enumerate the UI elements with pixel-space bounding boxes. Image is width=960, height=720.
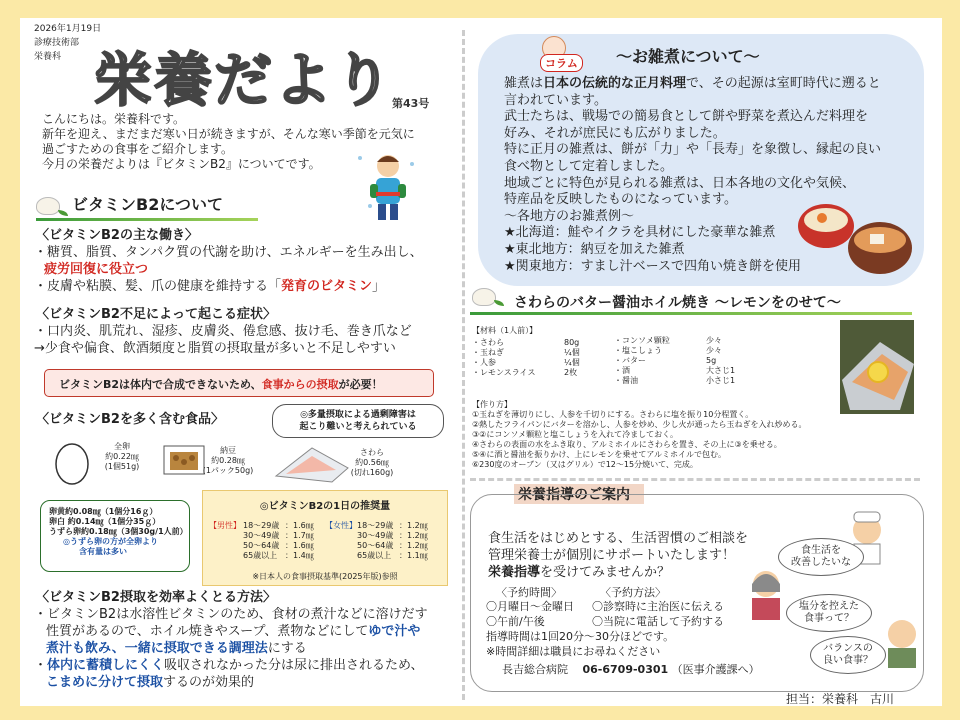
- recipe-title: さわらのバター醤油ホイル焼き ～レモンをのせて～: [514, 295, 841, 311]
- column-line: 言われています。: [504, 92, 607, 108]
- natto-name: 納豆: [220, 446, 236, 455]
- intro-line: こんにちは。栄養科です。: [42, 112, 186, 126]
- sawara-name: さわら: [360, 448, 384, 457]
- method-2a: 性質があるので、ホイル焼きやスープ、煮物などにして: [46, 624, 369, 639]
- intake-age: 65歳以上: [243, 551, 278, 560]
- intake-age: 18～29歳: [243, 521, 280, 530]
- ingredient-row: [472, 348, 580, 358]
- steps-list: [472, 410, 806, 470]
- method-2b: ゆで汁や: [368, 624, 421, 639]
- intake-value: ：1.4㎎: [285, 551, 314, 560]
- method-3b: にする: [267, 641, 307, 656]
- intake-age: 50～64歳: [243, 541, 280, 550]
- b2-work-1: ・糖質、脂質、タンパク質の代謝を助け、エネルギーを生み出し、: [34, 245, 423, 260]
- ingredient-name: ・バター: [614, 356, 646, 365]
- method-3a: 煮汁も飲み、一緒に摂取できる調理法: [46, 641, 268, 656]
- intake-age: 18～29歳: [357, 521, 394, 530]
- intro-line: 新年を迎え、まだまだ寒い日が続きますが、そんな寒い季節を元気に: [42, 127, 415, 141]
- column-divider: [462, 30, 465, 700]
- method-5a: こまめに分けて摂取: [46, 675, 164, 690]
- sawara-illustration: [272, 440, 352, 486]
- column-line: ～各地方のお雑煮例～: [504, 208, 635, 224]
- guidance-line-3: [488, 564, 670, 581]
- guidance-line-1: 食生活をはじめとする、生活習慣のご相談を: [488, 531, 749, 546]
- guidance-span: を受けてみませんか？: [540, 565, 671, 580]
- male-label: 【男性】: [209, 521, 241, 530]
- intake-value: ：1.1㎎: [399, 551, 428, 560]
- synthesis-note: [59, 376, 383, 392]
- ingredient-row: [614, 346, 735, 356]
- mochi-icon: [472, 288, 496, 306]
- reserve-time-2: 〇午前/午後: [486, 615, 545, 628]
- hospital-name: 長吉総合病院: [502, 663, 568, 676]
- ingredient-amount: 2枚: [564, 368, 578, 377]
- heading-underline: [36, 218, 258, 221]
- ingredient-amount: 大さじ1: [706, 366, 736, 375]
- note-part: ビタミンB2は体内で合成できないため、: [59, 378, 262, 391]
- method-2: [46, 624, 420, 640]
- rec-title: ◎ビタミンB2の1日の推奨量: [259, 501, 391, 512]
- sawara-label: [346, 448, 398, 478]
- ingredient-amount: 80g: [564, 338, 580, 347]
- ingredient-amount: 5g: [706, 356, 717, 365]
- steps-title: 【作り方】: [472, 400, 512, 409]
- ingredients-left: [472, 338, 580, 378]
- column-line: 武士たちは、戦場での簡易食として餅や野菜を煮込んだ料理を: [504, 109, 869, 125]
- note-part: が必要！: [338, 378, 383, 391]
- bubble-3-line: バランスの: [823, 643, 873, 654]
- ingredient-name: ・コンソメ顆粒: [614, 336, 670, 345]
- column-line: ★関東地方：すまし汁ベースで四角い焼き餅を使用: [504, 258, 802, 274]
- ingredient-name: ・レモンスライス: [472, 368, 536, 377]
- woman-illustration: [744, 566, 788, 620]
- egg-detail-line: ◎うずら卵の方が全卵より: [63, 537, 158, 546]
- recipe-step: ②熱したフライパンにバターを溶かし、人参を炒め、少し火が通ったら玉ねぎを入れ炒める。: [472, 420, 807, 429]
- ingredient-amount: 少々: [706, 346, 722, 355]
- method-1: ・ビタミンB2は水溶性ビタミンのため、食材の煮汁などに溶けだす: [34, 607, 428, 622]
- speech-bubble-2: [786, 594, 872, 632]
- b2-heading: ビタミンB2について: [72, 195, 224, 214]
- speech-bubble-3: [810, 636, 886, 674]
- ingredient-name: ・醤油: [614, 376, 638, 385]
- intake-row: [357, 551, 428, 561]
- ingredient-row: [472, 338, 580, 348]
- method-4b: 体内に蓄積しにくく: [47, 658, 165, 673]
- ingredient-row: [472, 368, 580, 378]
- rec-source: ※日本人の食事摂取基準(2025年版)参照: [252, 572, 398, 581]
- section-divider: [470, 478, 920, 481]
- recipe-step: ⑤④に酒と醤油を振りかけ、上にレモンを乗せてアルミホイルで包む。: [472, 450, 727, 459]
- ingredient-name: ・さわら: [472, 338, 504, 347]
- natto-label: [200, 446, 256, 476]
- intake-row: [357, 521, 428, 531]
- guidance-bold: 栄養指導: [488, 565, 541, 580]
- hospital-contact: [502, 661, 760, 677]
- b2-lack-1: ・口内炎、肌荒れ、湿疹、皮膚炎、倦怠感、抜け毛、巻き爪など: [34, 324, 412, 339]
- note-highlight: 食事からの摂取: [261, 378, 339, 391]
- method-3: [46, 641, 307, 657]
- egg-detail-line: 卵黄約0.08㎎（1個分16ｇ）: [49, 507, 158, 516]
- column-span-bold: 日本の伝統的な正月料理: [543, 76, 687, 91]
- ingredient-row: [614, 376, 735, 386]
- recipe-step: ③②にコンソメ顆粒と塩こしょうを入れて冷ましておく。: [472, 430, 679, 439]
- male-rows: [243, 521, 314, 561]
- bubble-1-line: 改善したいな: [791, 557, 851, 568]
- ingredient-amount: 少々: [706, 336, 722, 345]
- b2-work-2c: 」: [372, 279, 386, 294]
- ingredient-amount: 小さじ1: [706, 376, 736, 385]
- mochi-icon: [36, 197, 60, 215]
- sawara-amount: 約0.56㎎: [355, 458, 389, 467]
- speech-bubble-1: [778, 538, 864, 576]
- intake-row: [243, 531, 314, 541]
- overdose-1: ◎多量摂取による過剰障害は: [300, 410, 416, 420]
- intake-value: ：1.6㎎: [285, 541, 314, 550]
- ingredients-title: 【材料（1人前）】: [472, 326, 538, 335]
- issue-number: 第43号: [392, 97, 430, 110]
- bubble-3-line: 良い食事？: [823, 655, 873, 666]
- ingredient-name: ・酒: [614, 366, 630, 375]
- column-line: ★東北地方：納豆を加えた雑煮: [504, 241, 685, 257]
- intro-line: 過ごすための食事をご紹介します。: [42, 142, 234, 156]
- intake-age: 30～49歳: [357, 531, 394, 540]
- b2-work-2b: 発育のビタミン: [281, 279, 373, 294]
- guidance-line-2: 管理栄養士が個別にサポートいたします！: [488, 548, 736, 563]
- intake-age: 50～64歳: [357, 541, 394, 550]
- zoni-bowls-illustration: [796, 198, 914, 278]
- guidance-title: 栄養指導のご案内: [518, 487, 630, 503]
- female-label: 【女性】: [325, 521, 357, 530]
- intro-line: 今月の栄養だよりは『ビタミンB2』についてです。: [42, 157, 321, 171]
- ingredient-amount: ¼個: [564, 358, 580, 367]
- ingredient-row: [614, 356, 735, 366]
- b2-work-title: 〈ビタミンB2の主な働き〉: [36, 228, 198, 243]
- column-line: ★北海道：鮭やイクラを具材にした豪華な雑煮: [504, 225, 776, 241]
- phone-note: （医事介護課へ）: [671, 663, 760, 676]
- ingredient-row: [614, 366, 735, 376]
- bubble-2-line: 食事って？: [804, 613, 854, 624]
- intake-age: 65歳以上: [357, 551, 392, 560]
- ingredient-row: [472, 358, 580, 368]
- ingredient-amount: ¼個: [564, 348, 580, 357]
- hospital-phone[interactable]: 06-6709-0301: [582, 663, 669, 676]
- section-name: 栄養科: [34, 52, 62, 62]
- b2-lack-title: 〈ビタミンB2不足によって起こる症状〉: [36, 307, 276, 322]
- column-title: ～お雑煮について～: [616, 47, 760, 66]
- column-tag: コラム: [540, 54, 583, 72]
- column-line: 特産品を反映したものになっています。: [504, 192, 737, 208]
- column-span: 雑煮は: [504, 76, 544, 91]
- intake-row: [243, 541, 314, 551]
- recipe-step: ⑥230度のオーブン（又はグリル）で12～15分焼いて、完成。: [472, 460, 698, 469]
- egg-detail-line: うずら卵約0.18㎎（3個30g/1人前）: [49, 527, 188, 536]
- reserve-time-title: 〈予約時間〉: [496, 586, 562, 599]
- method-4: [34, 658, 424, 674]
- guidance-note: ※時間詳細は職員にお尋ねください: [486, 645, 661, 658]
- column-span: で、その起源は室町時代に遡ると: [686, 76, 881, 91]
- reserve-time-1: 〇月曜日～金曜日: [486, 600, 574, 613]
- overdose-2: 起こり難いと考えられている: [299, 422, 417, 432]
- footer-owner: 担当：栄養科 古川: [786, 692, 895, 706]
- bubble-1-line: 食生活を: [801, 545, 841, 556]
- method-4c: 吸収されなかった分は尿に排出されるため、: [164, 658, 424, 673]
- ingredient-name: ・人参: [472, 358, 496, 367]
- intake-row: [243, 551, 314, 561]
- egg-detail-box: [40, 500, 190, 572]
- natto-portion: (1パック50g): [202, 466, 254, 475]
- female-rows: [357, 521, 428, 561]
- guidance-time: 指導時間は1回20分～30分ほどです。: [486, 630, 675, 643]
- b2-work-2: [34, 279, 385, 295]
- column-line: [504, 76, 881, 93]
- intake-value: ：1.2㎎: [399, 521, 428, 530]
- page-title: 栄養だより: [94, 46, 395, 114]
- sawara-portion: (切れ160g): [350, 468, 394, 477]
- intake-value: ：1.7㎎: [285, 531, 314, 540]
- recipe-step: ④さわらの表面の水をふき取り、アルミホイルにさわらを置き、その上に③を乗せる。: [472, 440, 782, 449]
- reserve-method-2: 〇当院に電話して予約する: [592, 615, 724, 628]
- egg-label: [100, 442, 144, 472]
- egg-portion: (1個51g): [104, 462, 140, 471]
- bubble-2-line: 塩分を控えた: [799, 601, 859, 612]
- department: 診療技術部: [34, 38, 80, 48]
- method-title: 〈ビタミンB2摂取を効率よくとる方法〉: [36, 590, 276, 605]
- reserve-method-1: 〇診察時に主治医に伝える: [592, 600, 724, 613]
- column-line: 好み、それが庶民にも広がりました。: [504, 125, 726, 141]
- recipe-underline: [470, 312, 912, 315]
- b2-work-1b: 疲労回復に役立つ: [44, 262, 149, 277]
- method-5b: するのが効果的: [163, 675, 255, 690]
- recommended-intake-box: [202, 490, 448, 586]
- column-line: 特に正月の雑煮は、餅が「力」や「長寿」を象徴し、縁起の良い: [504, 142, 882, 158]
- egg-detail-line: 含有量は多い: [79, 547, 127, 556]
- ingredient-name: ・玉ねぎ: [472, 348, 504, 357]
- ingredient-row: [614, 336, 735, 346]
- b2-lack-2: →少食や偏食、飲酒頻度と脂質の摂取量が多いと不足しやすい: [34, 341, 396, 356]
- ingredient-name: ・塩こしょう: [614, 346, 662, 355]
- elderly-man-illustration: [882, 614, 922, 668]
- synthesis-note-box: [44, 369, 434, 397]
- intake-value: ：1.2㎎: [399, 541, 428, 550]
- intake-value: ：1.6㎎: [285, 521, 314, 530]
- natto-amount: 約0.28㎎: [211, 456, 245, 465]
- issue-date: 2026年1月19日: [34, 24, 102, 34]
- b2-foods-title: 〈ビタミンB2を多く含む食品〉: [36, 412, 224, 427]
- ingredients-right: [614, 336, 735, 386]
- egg-illustration: [52, 440, 92, 486]
- b2-work-2a: ・皮膚や粘膜、髪、爪の健康を維持する「: [34, 279, 282, 294]
- reserve-method-title: 〈予約方法〉: [600, 586, 666, 599]
- child-illustration: [350, 148, 422, 228]
- overdose-bubble: [272, 404, 444, 438]
- column-line: 地域ごとに特色が見られる雑煮は、日本各地の文化や気候、: [504, 175, 856, 191]
- column-line: 食べ物として定着しました。: [504, 158, 674, 174]
- method-4a: ・: [34, 658, 48, 673]
- sawara-dish-photo: [840, 320, 914, 414]
- egg-name: 全卵: [114, 442, 130, 451]
- intake-value: ：1.2㎎: [399, 531, 428, 540]
- egg-detail-line: 卵白 約0.14㎎（1個分35ｇ）: [49, 517, 161, 526]
- egg-amount: 約0.22㎎: [105, 452, 139, 461]
- intake-age: 30～49歳: [243, 531, 280, 540]
- intake-row: [357, 541, 428, 551]
- intake-row: [357, 531, 428, 541]
- recipe-step: ①玉ねぎを薄切りにし、人参を千切りにする。さわらに塩を振り10分程置く。: [472, 410, 754, 419]
- intake-row: [243, 521, 314, 531]
- method-5: [46, 675, 254, 691]
